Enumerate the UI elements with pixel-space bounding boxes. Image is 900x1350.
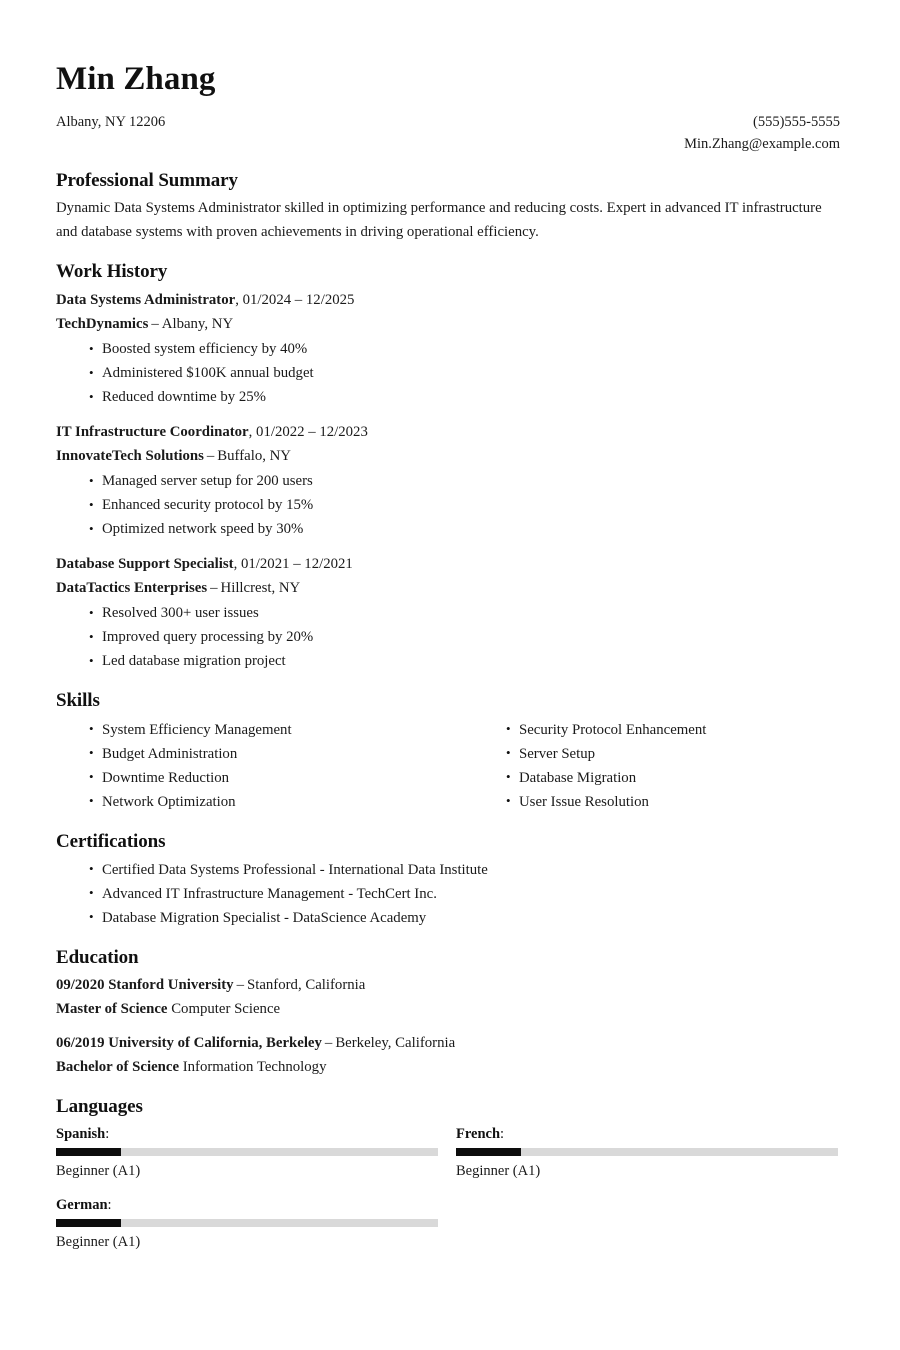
contact-location: Albany, NY 12206 (56, 113, 166, 130)
work-bullet: • Resolved 300+ user issues (56, 601, 840, 625)
contact-phone: (555)555-5555 (753, 113, 840, 130)
language-proficiency-fill (56, 1219, 121, 1227)
certification-item: • Certified Data Systems Professional - International Data Institute (56, 858, 840, 882)
education-degree-line (56, 997, 840, 1021)
skill-item: • User Issue Resolution (473, 790, 876, 814)
certification-item: • Database Migration Specialist - DataScience Academy (56, 906, 840, 930)
language-level: Beginner (A1) (56, 1163, 141, 1180)
work-separator-dash: – (206, 448, 215, 465)
language-name: Spanish (56, 1126, 106, 1143)
work-bullet-list (56, 469, 840, 541)
education-field: Information Technology (182, 1059, 327, 1076)
skills-column-right (473, 717, 876, 814)
work-separator-dash: – (210, 580, 218, 597)
education-field: Computer Science (171, 1001, 281, 1018)
work-entry-title-line (56, 552, 840, 576)
section-heading-education: Education (56, 946, 139, 968)
education-school-line (56, 1031, 840, 1055)
language-item (456, 1123, 838, 1182)
summary-text: Dynamic Data Systems Administrator skilled in optimizing performance and reducing costs. Expert in advanced IT infrastructure and database systems with proven achievements in driving operational efficiency. (56, 200, 822, 241)
work-job-title: Data Systems Administrator (56, 292, 236, 309)
skill-item: • Security Protocol Enhancement (473, 718, 876, 742)
work-dates: 01/2021 – 12/2021 (241, 556, 353, 573)
section-heading-languages: Languages (56, 1096, 143, 1118)
work-title-comma: , (233, 556, 241, 573)
work-location: Hillcrest, NY (220, 580, 301, 597)
work-bullet: • Led database migration project (56, 649, 840, 673)
languages-grid (56, 1123, 852, 1265)
work-company: DataTactics Enterprises (56, 580, 208, 597)
education-degree: Bachelor of Science (56, 1059, 180, 1076)
work-company: TechDynamics (56, 316, 149, 333)
language-name-line (456, 1123, 838, 1145)
certification-item: • Advanced IT Infrastructure Management - TechCert Inc. (56, 882, 840, 906)
contact-details (684, 111, 840, 155)
work-dates: 01/2024 – 12/2025 (242, 292, 355, 309)
work-job-title: IT Infrastructure Coordinator (56, 424, 249, 441)
education-entry (56, 973, 840, 1021)
work-bullet: • Reduced downtime by 25% (56, 385, 840, 409)
education-degree: Master of Science (56, 1001, 168, 1018)
work-entry-title-line (56, 288, 840, 312)
section-heading-summary: Professional Summary (56, 169, 238, 191)
language-proficiency-bar (456, 1148, 838, 1156)
work-separator-dash: – (151, 316, 159, 333)
section-heading-work-history: Work History (56, 261, 168, 283)
language-colon: : (500, 1126, 505, 1143)
skill-item: • Database Migration (473, 766, 876, 790)
work-location: Albany, NY (161, 316, 234, 333)
skill-item: • System Efficiency Management (56, 718, 459, 742)
language-item (56, 1194, 438, 1253)
skill-item: • Network Optimization (56, 790, 459, 814)
work-title-comma: , (248, 424, 257, 441)
work-dates: 01/2022 – 12/2023 (256, 424, 368, 441)
work-bullet: • Optimized network speed by 30% (56, 517, 840, 541)
language-proficiency-bar (56, 1148, 438, 1156)
language-proficiency-bar (56, 1219, 438, 1227)
education-separator-dash: – (236, 977, 244, 994)
resume-header (56, 62, 840, 153)
section-skills (56, 689, 840, 814)
education-degree-line (56, 1055, 840, 1079)
work-entry (56, 288, 840, 409)
section-education (56, 946, 840, 1080)
certifications-list (56, 858, 840, 930)
skill-item: • Budget Administration (56, 742, 459, 766)
language-proficiency-fill (56, 1148, 121, 1156)
page-title: Min Zhang (56, 61, 216, 97)
language-name-line (56, 1194, 438, 1216)
language-level: Beginner (A1) (456, 1163, 541, 1180)
language-item (56, 1123, 438, 1182)
work-bullet: • Improved query processing by 20% (56, 625, 840, 649)
work-entry-company-line (56, 444, 840, 468)
section-work-history (56, 260, 840, 673)
work-bullet-list (56, 337, 840, 409)
work-bullet: • Boosted system efficiency by 40% (56, 337, 840, 361)
language-colon: : (107, 1197, 112, 1214)
work-entry (56, 420, 840, 541)
section-professional-summary (56, 169, 840, 245)
work-bullet-list (56, 601, 840, 673)
work-entry-company-line (56, 576, 840, 600)
work-job-title: Database Support Specialist (56, 556, 234, 573)
language-name: French (456, 1126, 501, 1143)
section-heading-certifications: Certifications (56, 830, 166, 852)
work-bullet: • Managed server setup for 200 users (56, 469, 840, 493)
contact-email: Min.Zhang@example.com (684, 135, 840, 152)
language-name: German (56, 1197, 108, 1214)
language-colon: : (105, 1126, 110, 1143)
education-date-school: 06/2019 University of California, Berkeley (56, 1035, 322, 1052)
language-proficiency-fill (456, 1148, 521, 1156)
language-name-line (56, 1123, 438, 1145)
education-date-school: 09/2020 Stanford University (56, 977, 234, 994)
work-bullet: • Administered $100K annual budget (56, 361, 840, 385)
skills-list (56, 718, 459, 814)
work-entry (56, 552, 840, 673)
education-entry (56, 1031, 840, 1079)
work-bullet: • Enhanced security protocol by 15% (56, 493, 840, 517)
work-company: InnovateTech Solutions (56, 448, 204, 465)
work-title-comma: , (235, 292, 243, 309)
skills-list (473, 718, 876, 814)
section-certifications (56, 830, 840, 930)
education-separator-dash: – (324, 1035, 333, 1052)
skills-columns (56, 717, 840, 814)
section-heading-skills: Skills (56, 690, 100, 712)
work-entry-title-line (56, 420, 840, 444)
education-school-line (56, 973, 840, 997)
skill-item: • Server Setup (473, 742, 876, 766)
section-languages (56, 1095, 840, 1265)
skills-column-left (56, 717, 459, 814)
work-entry-company-line (56, 312, 840, 336)
work-location: Buffalo, NY (217, 448, 291, 465)
language-level: Beginner (A1) (56, 1234, 141, 1251)
education-location: Stanford, California (246, 977, 366, 994)
skill-item: • Downtime Reduction (56, 766, 459, 790)
education-location: Berkeley, California (335, 1035, 456, 1052)
contact-row (56, 111, 840, 153)
